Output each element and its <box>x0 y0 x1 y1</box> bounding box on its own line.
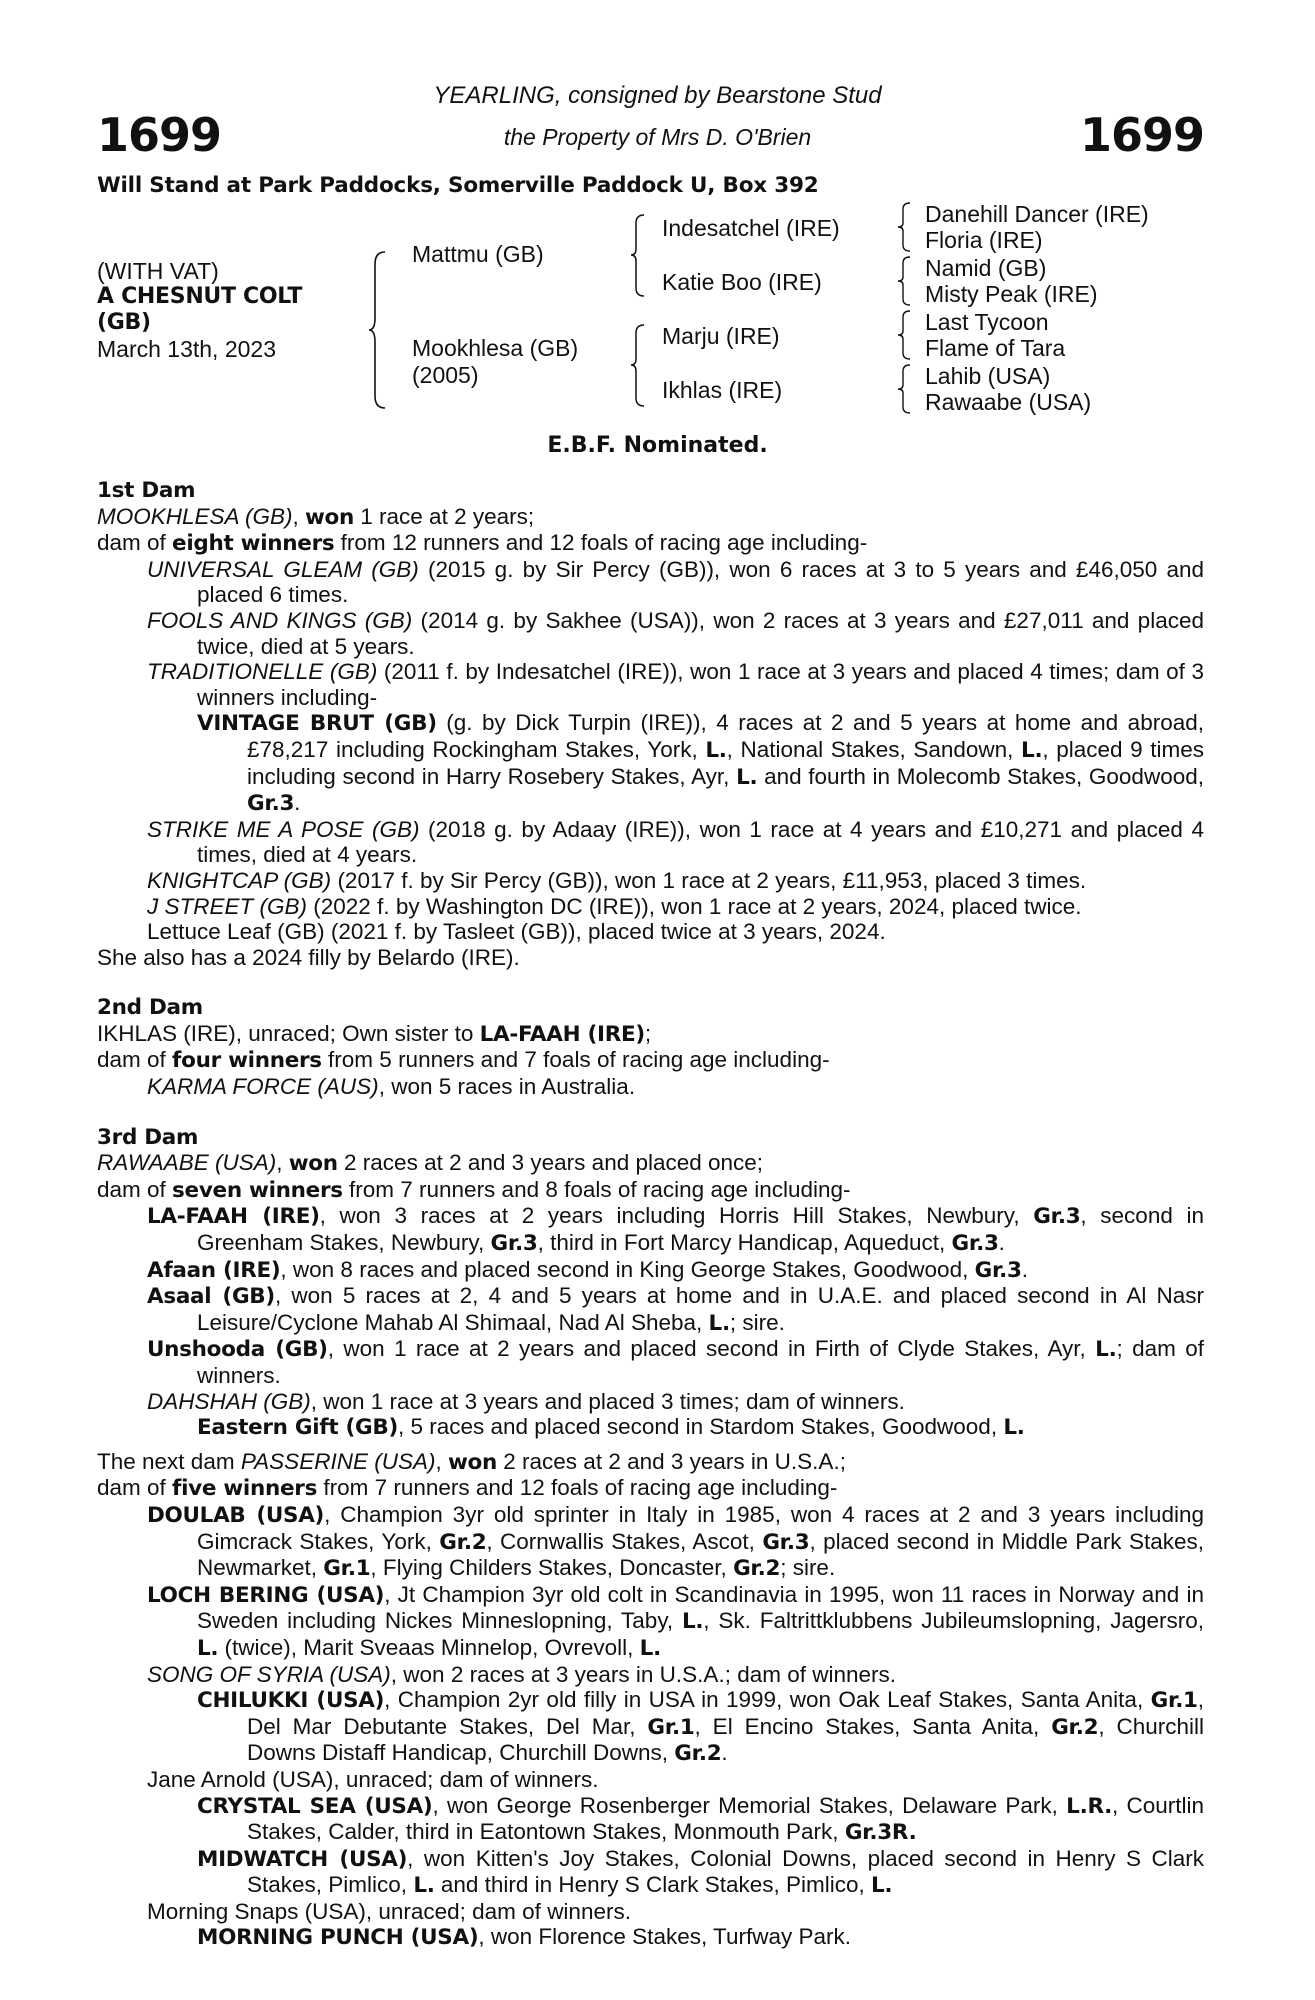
lot-number-right: 1699 <box>1079 108 1204 162</box>
vat-label: (WITH VAT) <box>97 258 219 284</box>
sire-sire: Indesatchel (IRE) <box>662 215 840 241</box>
section-heading: 2nd Dam <box>97 995 203 1021</box>
produce-line: dam of eight winners from 12 runners and 12 foals of racing age including- <box>97 530 868 557</box>
g3-1: Danehill Dancer (IRE) <box>925 201 1149 227</box>
produce-entry: CRYSTAL SEA (USA), won George Rosenberger Memorial Stakes, Delaware Park, L.R., Courtlin Stakes, Calder, third in Eatontown Stakes, Monmouth Park, Gr.3R. <box>197 1792 1204 1846</box>
brace-icon <box>630 213 648 298</box>
brace-icon <box>897 255 913 307</box>
g3-5: Last Tycoon <box>925 309 1049 335</box>
brace-icon <box>630 323 648 408</box>
property-line: the Property of Mrs D. O'Brien <box>503 124 812 150</box>
produce-entry: DOULAB (USA), Champion 3yr old sprinter in Italy in 1985, won 4 races at 2 and 3 years including Gimcrack Stakes, York, Gr.2, Cornwallis Stakes, Ascot, Gr.3, placed second in Middle Park Stakes, Newmarket, Gr.1, Flying Childers Stakes, Doncaster, Gr.2; sire. <box>147 1501 1204 1582</box>
foaling-date: March 13th, 2023 <box>97 336 277 362</box>
produce-entry: Afaan (IRE), won 8 races and placed second in King George Stakes, Goodwood, Gr.3. <box>147 1256 1028 1283</box>
g3-4: Misty Peak (IRE) <box>925 281 1098 307</box>
g3-6: Flame of Tara <box>925 335 1066 361</box>
brace-icon <box>897 363 913 415</box>
dam-line: MOOKHLESA (GB), won 1 race at 2 years; <box>97 503 535 530</box>
dam-name: MOOKHLESA (GB) <box>97 503 293 529</box>
produce-entry: Asaal (GB), won 5 races at 2, 4 and 5 years at home and in U.A.E. and placed second in Al Nasr Leisure/Cyclone Mahab Al Shimaal, Nad Al Sheba, L.; sire. <box>147 1283 1205 1336</box>
horse-name-country: (GB) <box>97 310 151 335</box>
dam: Mookhlesa (GB) <box>412 335 579 361</box>
stand-location: Will Stand at Park Paddocks, Somerville Paddock U, Box 392 <box>97 173 819 198</box>
lot-number-left: 1699 <box>97 108 222 162</box>
section-heading: 3rd Dam <box>97 1124 199 1150</box>
produce-entry: LOCH BERING (USA), Jt Champion 3yr old colt in Scandinavia in 1995, won 11 races in Norway and in Sweden including Nickes Minneslopning, Taby, L., Sk. Faltrittklubbens Jubileumslopning, Jagersro, L. (twice), Marit Sveaas Minnelop, Ovrevoll, L. <box>147 1581 1205 1661</box>
sire-dam: Katie Boo (IRE) <box>662 269 822 295</box>
produce-entry: MIDWATCH (USA), won Kitten's Joy Stakes, Colonial Downs, placed second in Henry S Clark Stakes, Pimlico, L. and third in Henry S Clark Stakes, Pimlico, L. <box>197 1845 1204 1899</box>
dam-line: The next dam PASSERINE (USA), won 2 races at 2 and 3 years in U.S.A.; <box>97 1448 846 1475</box>
brace-icon <box>897 309 913 361</box>
dam-line: IKHLAS (IRE), unraced; Own sister to LA-FAAH (IRE); <box>97 1020 652 1047</box>
produce-entry: TRADITIONELLE (GB) (2011 f. by Indesatchel (IRE)), won 1 race at 3 years and placed 4 times; dam of 3 winners including- <box>147 659 1204 710</box>
brace-icon <box>897 201 913 253</box>
produce-entry: SONG OF SYRIA (USA), won 2 races at 3 years in U.S.A.; dam of winners. <box>147 1661 897 1687</box>
produce-entry: VINTAGE BRUT (GB) (g. by Dick Turpin (IRE)), 4 races at 2 and 5 years at home and abroad, £78,217 including Rockingham Stakes, York, L., National Stakes, Sandown, L., placed 9 times including second in Harry Rosebery Stakes, Ayr, L. and fourth in Molecomb Stakes, Goodwood, Gr.3. <box>197 710 1205 817</box>
produce-entry: LA-FAAH (IRE), won 3 races at 2 years including Horris Hill Stakes, Newbury, Gr.3, second in Greenham Stakes, Newbury, Gr.3, third in Fort Marcy Handicap, Aqueduct, Gr.3. <box>147 1203 1205 1257</box>
dam-year: (2005) <box>412 362 479 388</box>
produce-line: dam of seven winners from 7 runners and 8 foals of racing age including- <box>97 1176 851 1203</box>
produce-entry: Lettuce Leaf (GB) (2021 f. by Tasleet (GB)), placed twice at 3 years, 2024. <box>147 919 886 945</box>
dam-dam: Ikhlas (IRE) <box>662 377 783 403</box>
catalogue-text <box>97 478 1204 1951</box>
dam-sire: Marju (IRE) <box>662 323 780 349</box>
produce-line: dam of four winners from 5 runners and 7 foals of racing age including- <box>97 1047 830 1074</box>
produce-entry: KARMA FORCE (AUS), won 5 races in Australia. <box>147 1074 636 1100</box>
produce-entry: FOOLS AND KINGS (GB) (2014 g. by Sakhee (USA)), won 2 races at 3 years and £27,011 and placed twice, died at 5 years. <box>147 607 1204 659</box>
produce-entry: STRIKE ME A POSE (GB) (2018 g. by Adaay (IRE)), won 1 race at 4 years and £10,271 and placed 4 times, died at 4 years. <box>147 816 1204 868</box>
produce-note: She also has a 2024 filly by Belardo (IRE). <box>97 944 520 970</box>
produce-entry: Jane Arnold (USA), unraced; dam of winners. <box>147 1766 599 1792</box>
produce-entry: Eastern Gift (GB), 5 races and placed second in Stardom Stakes, Goodwood, L. <box>197 1414 1025 1441</box>
produce-entry: DAHSHAH (GB), won 1 race at 3 years and placed 3 times; dam of winners. <box>147 1388 905 1414</box>
produce-entry: MORNING PUNCH (USA), won Florence Stakes, Turfway Park. <box>197 1924 852 1951</box>
g3-3: Namid (GB) <box>925 255 1047 281</box>
pedigree-table <box>97 201 1217 415</box>
brace-icon <box>367 250 391 410</box>
consignor-line: YEARLING, consigned by Bearstone Stud <box>433 82 882 109</box>
horse-name: A CHESNUT COLT <box>97 284 303 309</box>
g3-2: Floria (IRE) <box>925 227 1043 253</box>
produce-entry: CHILUKKI (USA), Champion 2yr old filly in USA in 1999, won Oak Leaf Stakes, Santa Anita, Gr.1, Del Mar Debutante Stakes, Del Mar, Gr.1, El Encino Stakes, Santa Anita, Gr.2, Churchill Downs Distaff Handicap, Churchill Downs, Gr.2. <box>197 1687 1205 1767</box>
produce-entry: Unshooda (GB), won 1 race at 2 years and placed second in Firth of Clyde Stakes, Ayr, L.; dam of winners. <box>147 1336 1204 1388</box>
ebf-nominated: E.B.F. Nominated. <box>547 433 768 458</box>
produce-entry: KNIGHTCAP (GB) (2017 f. by Sir Percy (GB)), won 1 race at 2 years, £11,953, placed 3 times. <box>147 867 1087 893</box>
produce-entry: UNIVERSAL GLEAM (GB) (2015 g. by Sir Percy (GB)), won 6 races at 3 to 5 years and £46,050 and placed 6 times. <box>147 556 1204 608</box>
g3-8: Rawaabe (USA) <box>925 389 1092 415</box>
produce-line: dam of five winners from 7 runners and 12 foals of racing age including- <box>97 1475 838 1502</box>
section-heading: 1st Dam <box>97 478 196 503</box>
produce-entry: J STREET (GB) (2022 f. by Washington DC (IRE)), won 1 race at 2 years, 2024, placed twice. <box>147 893 1082 919</box>
sire: Mattmu (GB) <box>412 241 544 267</box>
dam-line: RAWAABE (USA), won 2 races at 2 and 3 years and placed once; <box>97 1150 764 1177</box>
produce-entry: Morning Snaps (USA), unraced; dam of winners. <box>147 1898 631 1924</box>
g3-7: Lahib (USA) <box>925 363 1051 389</box>
